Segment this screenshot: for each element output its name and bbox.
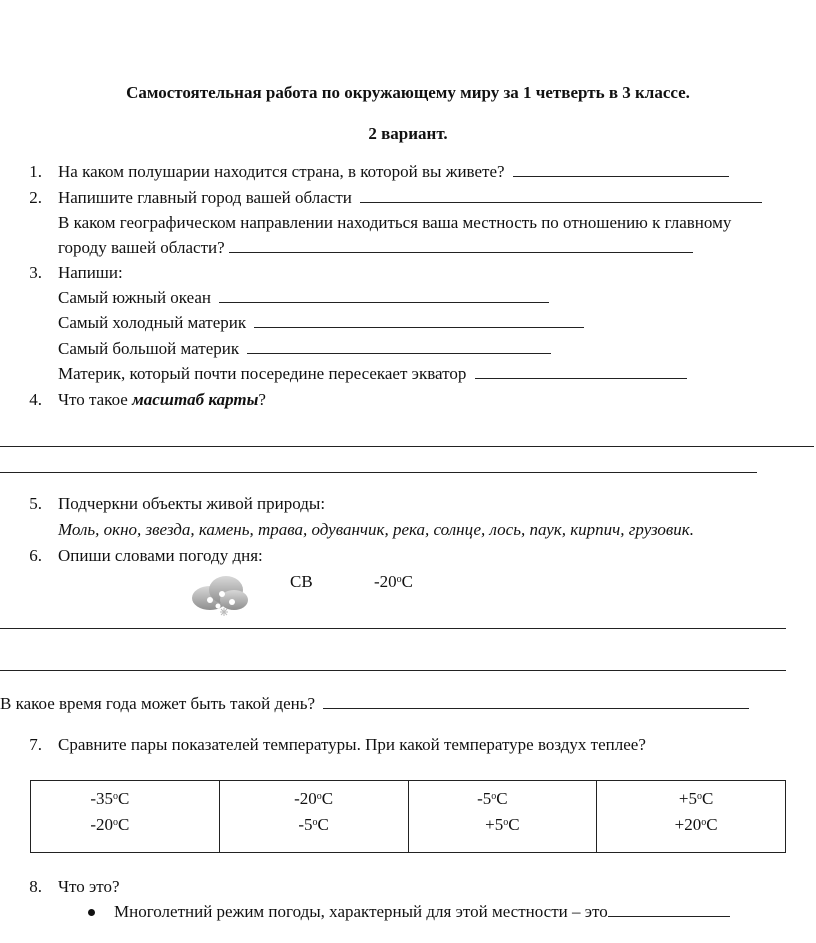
- question-4-term: масштаб карты: [132, 390, 259, 409]
- temp-top[interactable]: $-20^оС$: [294, 789, 334, 808]
- question-number: 4.: [29, 390, 42, 409]
- answer-line[interactable]: [360, 188, 762, 203]
- question-4: [58, 390, 266, 410]
- question-3-item: [58, 288, 549, 308]
- question-4-text: Что такое: [58, 390, 133, 409]
- question-5-words: Моль, окно, звезда, камень, трава, одуванчик, река, солнце, лось, паук, кирпич, грузовик.: [58, 520, 695, 539]
- temp-bottom[interactable]: $-20^оС$: [90, 815, 130, 834]
- variant-label: 2 вариант.: [368, 124, 448, 143]
- question-4-end: ?: [258, 390, 266, 409]
- temperature-cell: [597, 781, 786, 853]
- item-label: Самый холодный материк: [58, 313, 247, 332]
- answer-line[interactable]: [247, 339, 551, 354]
- question-3-item: [58, 339, 551, 359]
- answer-line[interactable]: [0, 628, 786, 629]
- question-2-text: Напишите главный город вашей области: [58, 188, 352, 207]
- item-label: Самый южный океан: [58, 288, 212, 307]
- answer-line[interactable]: [513, 162, 729, 177]
- item-label: Материк, который почти посередине пересекает экватор: [58, 364, 467, 383]
- wind-direction: СВ: [290, 572, 313, 591]
- question-3-text: Напиши:: [58, 263, 123, 282]
- answer-line[interactable]: [229, 238, 693, 253]
- question-5-text: Подчеркни объекты живой природы:: [58, 494, 326, 513]
- degree-mark: о: [396, 574, 402, 585]
- temp-top[interactable]: $-35^оС$: [90, 789, 130, 808]
- temp-bottom[interactable]: $+20^оС$: [674, 815, 718, 834]
- question-6-text: Опиши словами погоду дня:: [58, 546, 263, 565]
- question-2-line3: [58, 238, 693, 258]
- temp-top[interactable]: $+5^оС$: [678, 789, 714, 808]
- page-title: Самостоятельная работа по окружающему миру за 1 четверть в 3 классе.: [126, 83, 690, 102]
- temperature-table: [30, 780, 786, 853]
- season-question: [0, 694, 749, 714]
- temp-bottom[interactable]: $+5^оС$: [485, 815, 520, 834]
- question-number: 2.: [29, 188, 42, 207]
- temp-bottom[interactable]: $-5^оС$: [298, 815, 329, 834]
- answer-line[interactable]: [0, 446, 814, 447]
- question-number: 7.: [29, 735, 42, 754]
- question-3-item: [58, 313, 584, 333]
- question-2-line3-text: городу вашей области?: [58, 238, 225, 257]
- answer-line[interactable]: [219, 288, 549, 303]
- question-2-line2: В каком географическом направлении находиться ваша местность по отношению к главному: [58, 213, 732, 232]
- answer-line[interactable]: [254, 313, 584, 328]
- season-question-text: В какое время года может быть такой день?: [0, 694, 316, 713]
- temperature-cell: [31, 781, 220, 853]
- answer-line[interactable]: [0, 670, 786, 671]
- question-1-text: На каком полушарии находится страна, в которой вы живете?: [58, 162, 505, 181]
- item-label: Самый большой материк: [58, 339, 240, 358]
- bullet-icon: [88, 909, 95, 916]
- question-number: 5.: [29, 494, 42, 513]
- question-3-item: [58, 364, 687, 384]
- answer-line[interactable]: [475, 364, 687, 379]
- answer-line[interactable]: [0, 472, 757, 473]
- question-number: 1.: [29, 162, 42, 181]
- temp-value: -20: [374, 572, 397, 591]
- answer-line[interactable]: [323, 694, 749, 709]
- answer-line[interactable]: [608, 902, 730, 917]
- temperature-cell: [219, 781, 408, 853]
- question-1: [58, 162, 729, 182]
- snow-cloud-icon: [188, 572, 252, 623]
- day-temperature: [374, 572, 413, 592]
- bullet-text: Многолетний режим погоды, характерный для этой местности – это: [114, 902, 608, 921]
- temperature-cell: [408, 781, 597, 853]
- question-number: 8.: [29, 877, 42, 896]
- question-2: [58, 188, 762, 208]
- question-8-bullet: [114, 902, 730, 922]
- question-7-text: Сравните пары показателей температуры. При какой температуре воздух теплее?: [58, 735, 646, 754]
- temp-top[interactable]: $-5^оС$: [477, 789, 508, 808]
- question-number: 6.: [29, 546, 42, 565]
- question-8-text: Что это?: [58, 877, 120, 896]
- question-number: 3.: [29, 263, 42, 282]
- temp-unit: С: [401, 572, 414, 591]
